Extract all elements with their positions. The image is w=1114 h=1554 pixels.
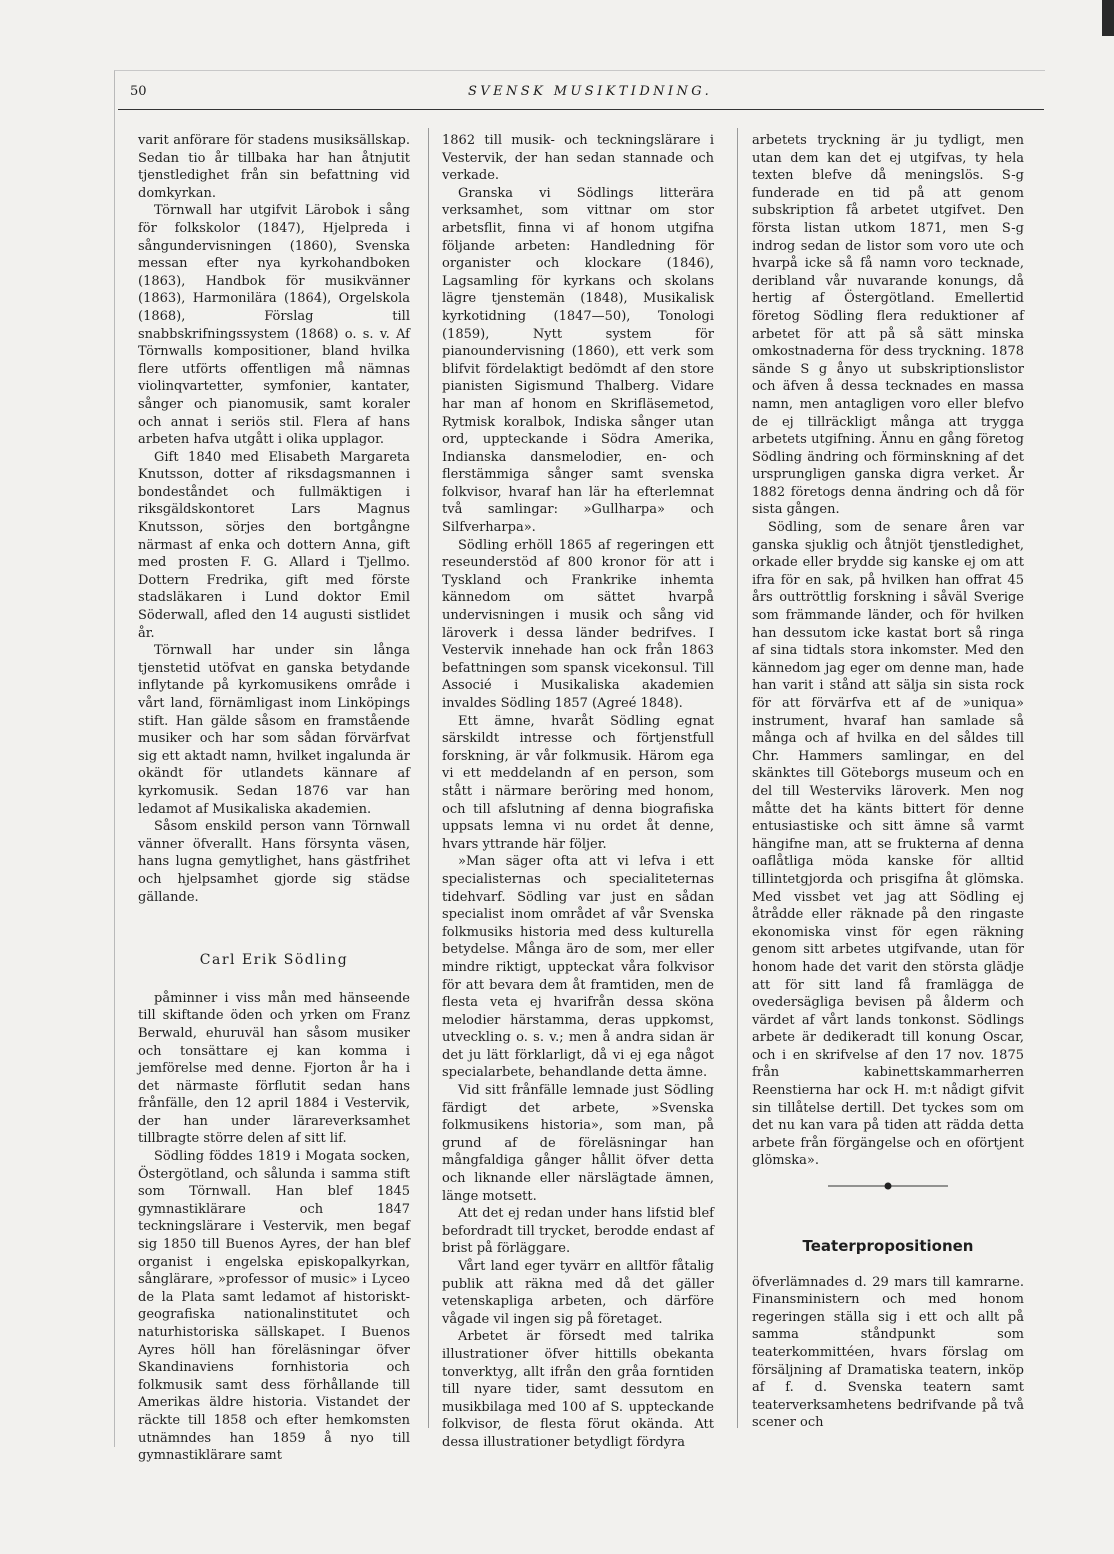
paragraph: Granska vi Södlings litterära verksamhet, som vittnar om stor arbetsflit, finna vi af honom utgifna följande arbeten: Handledning för organister och klockare (1846), Lagsamling för kyrkans och skolans lägre tjenstemän (1848), Musikalisk kyrkotidning (1847—50), Tonologi (1859), Nytt system för pianoundervisning (1860), ett verk som blifvit fördelaktigt bedömdt af den store pianisten Sigismund Thalberg. Vidare har man af honom en Skrifläsemetod, Rytmisk koralbok, Indiska sånger utan ord, uppteckande i Södra Amerika, Indianska dansmelodier, en- och flerstämmiga sånger samt svenska folkvisor, hvaraf han lär ha efterlemnat två samlingar: »Gullharpa» och Silfverharpa».	[442, 185, 714, 536]
paragraph: »Man säger ofta att vi lefva i ett specialisternas och specialiteternas tidehvarf. Södling var just en sådan specialist inom området af vår Svenska folkmusiks historia med dess kulturella betydelse. Många äro de som, mer eller mindre riktigt, uppteckat våra folkvisor för att bevara dem åt framtiden, men de flesta veta ej hvarifrån dessa sköna melodier härstamma, deras uppkomst, utveckling o. s. v.; men å andra sidan är det ju lätt förklarligt, då vi ej ega något specialarbete, behandlande detta ämne.	[442, 854, 714, 1081]
scan-edge-mark	[1102, 0, 1114, 36]
paragraph: Södling föddes 1819 i Mogata socken, Östergötland, och sålunda i samma stift som Törnwall. Han blef 1845 gymnastiklärare och 1847 teckningslärare i Vestervik, men begaf sig 1850 till Buenos Ayres, der han blef organist i engelska episkopalkyrkan, sånglärare, »professor of music» i Lyceo de la Plata samt ledamot af historiskt-geografiska nationalinstitutet och naturhistoriska sällskapet. I Buenos Ayres höll han föreläsningar öfver Skandinaviens fornhistoria och folkmusik samt dess förhållande till Amerikas äldre historia. Vistandet der räckte till 1858 och efter hemkomsten utnämndes han 1859 å nyo till gymnastiklärare samt	[138, 1149, 410, 1464]
paragraph: Södling erhöll 1865 af regeringen ett reseunderstöd af 800 kronor för att i Tyskland och Frankrike inhemta kännedom om sättet hvarpå undervisningen i musik och sång vid läroverk i dessa länder bedrifves. I Vestervik innehade han ock från 1863 befattningen som spansk vicekonsul. Till Associé i Musikaliska akademien invaldes Södling 1857 (Agreé 1848).	[442, 537, 714, 711]
paragraph: Ett ämne, hvaråt Södling egnat särskildt intresse och förtjenstfull forskning, är vår folkmusik. Härom ega vi ett meddelandn af en person, som stått i närmare beröring med honom, och till afslutning af denna biografiska uppsats lemna vi nu ordet åt denne, hvars yttrande här följer.	[442, 713, 714, 852]
text-column-2	[442, 132, 714, 1452]
paragraph: 1862 till musik- och teckningslärare i Vestervik, der han sedan stannade och verkade.	[442, 133, 714, 184]
journal-title: SVENSK MUSIKTIDNING.	[468, 84, 713, 99]
section-heading: Carl Erik Södling	[199, 952, 349, 969]
paragraph: Törnwall har under sin långa tjenstetid utöfvat en ganska betydande inflytande på kyrkomusikens område i vårt land, förnämligast inom Linköpings stift. Han gälde såsom en framstående musiker och har som sådan förvärfvat sig ett aktadt namn, hvilket ingalunda är okändt för utlandets kännare af kyrkomusik. Sedan 1876 var han ledamot af Musikaliska akademien.	[138, 643, 410, 817]
column-divider	[428, 128, 429, 1428]
paragraph: öfverlämnades d. 29 mars till kamrarne. Finansministern och med honom regeringen ställa sig i ett och allt på samma ståndpunkt som teaterkommittéen, hvars förslag om försäljning af Dramatiska teatern, inköp af f. d. Svenska teatern samt teaterverksamhetens bedrifvande på två scener och	[752, 1274, 1024, 1431]
paragraph: varit anförare för stadens musiksällskap. Sedan tio år tillbaka har han åtnjutit tjenstledighet från sin befattning vid domkyrkan.	[138, 133, 410, 201]
paragraph: Vid sitt frånfälle lemnade just Södling färdigt det arbete, »Svenska folkmusikens historia», som man, på grund af de föreläsningar han mångfaldiga gånger hållit öfver detta och liknande eller närslägtade ämnen, länge motsett.	[442, 1083, 714, 1204]
page-number: 50	[130, 84, 147, 99]
section-divider-ornament	[818, 1178, 958, 1194]
paragraph: Gift 1840 med Elisabeth Margareta Knutsson, dotter af riksdagsmannen i bondeståndet och fullmäktigen i riksgäldskontoret Lars Magnus Knutsson, sörjes den bortgångne närmast af enka och dottern Anna, gift med prosten F. G. Allard i Tjellmo. Dottern Fredrika, gift med förste stadsläkaren i Lund doktor Emil Söderwall, afled den 14 augusti sistlidet år.	[138, 449, 410, 641]
header-rule	[118, 109, 1044, 110]
paragraph: Att det ej redan under hans lifstid blef befordradt till trycket, berodde endast af brist på förläggare.	[442, 1206, 714, 1257]
paragraph: Södling, som de senare åren var ganska sjuklig och åtnjöt tjenstledighet, orkade eller brydde sig kanske ej om att ifra för en sak, på hvilken han offrat 45 års outtröttlig forskning i såväl Sverige som främmande länder, och för hvilken han dessutom icke kastat bort så ringa af sina tidtals stora inkomster. Med den kännedom jag eger om denne man, hade han varit i stånd att sälja sin sista rock för att förvärfva ett af de »uniqua» instrument, hvaraf han samlade så många och af hvilka en del såldes till Chr. Hammers samlingar, en del skänktes till Göteborgs museum och en del till Westerviks läroverk. Men nog måtte det ha känts bittert för denne entusiastiske och sitt ämne så varmt hängifne man, att se frukterna af denna oaflåtliga möda kanske för alltid tillintetgjorda och prisgifna åt glömska. Med vissbet vet jag att Södling ej åtrådde eller räknade på den ringaste ekonomiska vinst för egen räkning genom sitt arbetes utgifvande, utan för honom hade det varit den största glädje att för sitt land få framlägga de ovedersägliga bevisen på ålderm och värdet af vårt lands tonkonst. Södlings arbete är dedikeradt till konung Oscar, och i en skrifvelse af den 17 nov. 1875 från kabinettskammarherren Reenstierna har ock H. m:t nådigt gifvit sin tillåtelse dertill. Det tyckes som om det nu kan vara på tiden att rädda detta arbete från förgängelse och en oförtjent glömska».	[752, 520, 1024, 1169]
paragraph: Såsom enskild person vann Törnwall vänner öfverallt. Hans försynta väsen, hans lugna gemytlighet, hans gästfrihet och hjelpsamhet gjorde sig städse gällande.	[138, 819, 410, 905]
paragraph: Törnwall har utgifvit Lärobok i sång för folkskolor (1847), Hjelpreda i sångundervisningen (1860), Svenska messan efter nya kyrkohandboken (1863), Handbok för musikvänner (1863), Harmonilära (1864), Orgelskola (1868), Förslag till snabbskrifningssystem (1868) o. s. v. Af Törnwalls kompositioner, bland hvilka flere utförts offentligen må nämnas violinqvartetter, symfonier, kantater, sånger och pianomusik, samt koraler och annat i seriös stil. Flera af hans arbeten hafva utgått i olika upplagor.	[138, 203, 410, 448]
column-divider	[737, 128, 738, 1428]
text-column-1	[138, 132, 410, 1465]
page-header	[130, 84, 1040, 108]
section-heading: Teaterpropositionen	[802, 1237, 974, 1256]
paragraph: Vårt land eger tyvärr en alltför fåtalig publik att räkna med då det gäller vetenskapliga arbeten, och därföre vågade vil ingen sig på företaget.	[442, 1259, 714, 1327]
paragraph: påminner i viss mån med hänseende till skiftande öden och yrken om Franz Berwald, ehuruväl han såsom musiker och tonsättare ej kan komma i jemförelse med denne. Fjorton år ha i det närmaste förflutit sedan hans frånfälle, den 12 april 1884 i Vestervik, der han under lärareverksamhet tillbragte större delen af sitt lif.	[138, 990, 410, 1147]
text-column-3	[752, 132, 1024, 1432]
paragraph: arbetets tryckning är ju tydligt, men utan dem kan det ej utgifvas, ty hela texten blefve då meningslös. S-g funderade en tid på att genom subskription få arbetet utgifvet. Den första listan utkom 1871, men S-g indrog sedan de listor som voro ute och hvarpå icke så få namn voro tecknade, deribland vår nuvarande konungs, då hertig af Östergötland. Emellertid företog Södling flera reduktioner af arbetet för att på så sätt minska omkostnaderna för dess tryckning. 1878 sände S g ånyo ut subskriptionslistor och äfven å dessa tecknades en massa namn, men antagligen voro eller blefvo de ej tillräckligt många att trygga arbetets utgifning. Ännu en gång företog Södling ändring och förminskning af det ursprungligen ganska digra verket. År 1882 företogs denna ändring och då för sista gången.	[752, 133, 1024, 518]
paragraph: Arbetet är försedt med talrika illustrationer öfver hittills obekanta tonverktyg, allt ifrån den gråa forntiden till nyare tider, samt dessutom en musikbilaga med 100 af S. uppteckande folkvisor, de flesta förut okända. Att dessa illustrationer betydligt fördyra	[442, 1329, 714, 1450]
